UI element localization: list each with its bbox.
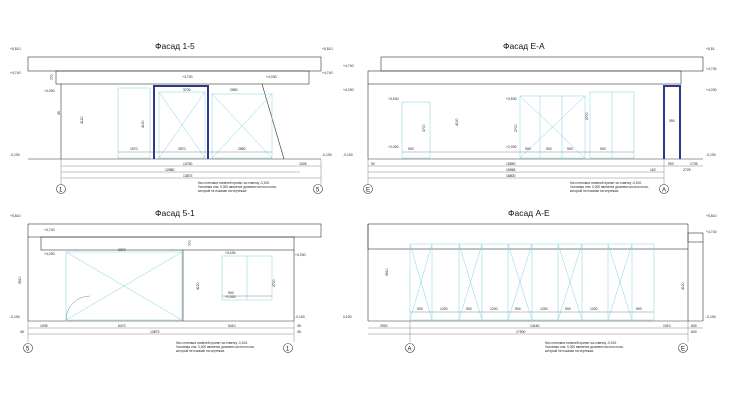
drawing-note: Низ стеновых панелей принят за отметку -0,100. Условная отм. 0,000 является уровнем чистого пола, который не показан на чертежах. bbox=[176, 341, 255, 353]
dimension-label: -0,100 bbox=[706, 315, 716, 319]
dimension-label: 0,100 bbox=[343, 315, 352, 319]
dimension-label: 2725 bbox=[683, 168, 691, 172]
dimension-label: 900 bbox=[228, 291, 234, 295]
dimension-label: Е bbox=[681, 346, 686, 353]
dimension-label: 13150 bbox=[530, 324, 540, 328]
dimension-label: 13873 bbox=[183, 174, 193, 178]
drawing-note: Низ стеновых панелей принят за отметку -0,100. Условная отм. 0,000 является уровнем чистого пола, который не показан на чертежах. bbox=[545, 341, 624, 353]
dimension-label: +5,510 bbox=[10, 214, 21, 218]
dimension-label: 900 bbox=[408, 147, 414, 151]
dimension-label: 1705 bbox=[690, 162, 698, 166]
facade-title: Фасад А-Е bbox=[508, 208, 550, 218]
dimension-label: 2700 bbox=[514, 124, 518, 132]
facade-e-a bbox=[343, 41, 717, 203]
dimension-label: 45 bbox=[57, 111, 61, 115]
dimension-label: -0,100 bbox=[706, 153, 716, 157]
dimension-label: 900 bbox=[546, 147, 552, 151]
dimension-label: +3,700 bbox=[182, 75, 193, 79]
dimension-label: +4,740 bbox=[10, 71, 21, 75]
dimension-label: -0,100 bbox=[10, 315, 20, 319]
facade-title: Фасад Е-А bbox=[503, 41, 545, 51]
dimension-label: +3,430 bbox=[225, 251, 236, 255]
dimension-label: 900 bbox=[567, 147, 573, 151]
dimension-label: 2870 bbox=[178, 147, 186, 151]
facade-5-1 bbox=[10, 208, 321, 363]
dimension-label: 4120 bbox=[80, 116, 84, 124]
dimension-label: +4,030 bbox=[266, 75, 277, 79]
dimension-label: 770 bbox=[188, 240, 192, 246]
roof-fascia bbox=[41, 237, 294, 250]
facade-a-e bbox=[343, 208, 717, 363]
dimension-label: 1005 bbox=[299, 162, 307, 166]
dimension-label: +4,740 bbox=[322, 71, 333, 75]
drawing-line bbox=[688, 233, 703, 242]
dimension-label: +4,740 bbox=[44, 228, 55, 232]
dimension-label: +3,530 bbox=[388, 97, 399, 101]
dimension-label: 4120 bbox=[141, 120, 145, 128]
dimension-label: 3700 bbox=[422, 124, 426, 132]
dimension-label: 5 bbox=[26, 346, 30, 353]
dimension-label: +2,000 bbox=[388, 145, 399, 149]
dimension-label: +4,030 bbox=[343, 88, 354, 92]
dimension-label: 840 bbox=[691, 330, 697, 334]
dimension-label: 1010 bbox=[663, 324, 671, 328]
dimension-label: -0,100 bbox=[295, 315, 305, 319]
dimension-label: 900 bbox=[565, 307, 571, 311]
dimension-label: 1200 bbox=[490, 307, 498, 311]
dimension-label: 2850 bbox=[230, 88, 238, 92]
dimension-label: 1200 bbox=[440, 307, 448, 311]
roof-parapet bbox=[381, 57, 703, 71]
dimension-label: 1 bbox=[286, 346, 290, 353]
dimension-label: +4,740 bbox=[706, 67, 717, 71]
dimension-label: +4,030 bbox=[295, 253, 306, 257]
dimension-label: +5,510 bbox=[322, 47, 333, 51]
dimension-label: -0,100 bbox=[322, 153, 332, 157]
dimension-label: 1200 bbox=[590, 307, 598, 311]
dimension-label: 5610 bbox=[385, 268, 389, 276]
dimension-label: 3370 bbox=[118, 248, 126, 252]
drawing-note: Низ стеновых панелей принят за отметку -0,100. Условная отм. 0,000 является уровнем чистого пола, который не показан на чертежах. bbox=[570, 181, 649, 193]
dimension-label: 5610 bbox=[18, 276, 22, 284]
dimension-label: +5,51 bbox=[706, 47, 715, 51]
dimension-label: Е bbox=[366, 187, 371, 194]
dimension-label: 45 bbox=[297, 330, 301, 334]
dimension-label: +4,030 bbox=[44, 89, 55, 93]
dimension-label: 1005 bbox=[40, 324, 48, 328]
dimension-label: 1200 bbox=[540, 307, 548, 311]
dimension-label: 950 bbox=[669, 119, 675, 123]
dimension-label: -0,100 bbox=[343, 153, 353, 157]
dimension-label: +4,740 bbox=[706, 230, 717, 234]
dimension-label: 2700 bbox=[272, 279, 276, 287]
dimension-label: 900 bbox=[417, 307, 423, 311]
roof-parapet bbox=[28, 224, 321, 237]
facade-1-5 bbox=[10, 41, 333, 203]
dimension-label: +5,510 bbox=[10, 47, 21, 51]
dimension-label: 50 bbox=[371, 162, 375, 166]
dimension-label: 770 bbox=[50, 74, 54, 80]
roof-parapet bbox=[368, 224, 688, 249]
dimension-label: 5 bbox=[316, 187, 320, 194]
dimension-label: 3700 bbox=[183, 88, 191, 92]
dimension-label: 2850 bbox=[238, 147, 246, 151]
dimension-label: 162 bbox=[650, 168, 656, 172]
dimension-label: 4120 bbox=[681, 282, 685, 290]
dimension-label: 6470 bbox=[118, 324, 126, 328]
dimension-label: +4,030 bbox=[44, 252, 55, 256]
dimension-label: 17900 bbox=[516, 330, 526, 334]
dimension-label: 1 bbox=[59, 187, 63, 194]
dimension-label: 12880 bbox=[165, 168, 175, 172]
roof-fascia bbox=[368, 71, 681, 84]
dimension-label: 2700 bbox=[585, 112, 589, 120]
dimension-label: 5410 bbox=[228, 324, 236, 328]
dimension-label: 45 bbox=[20, 330, 24, 334]
dimension-label: +2,000 bbox=[225, 295, 236, 299]
dimension-label: А bbox=[407, 346, 412, 353]
dimension-label: 1970 bbox=[130, 147, 138, 151]
dimension-label: +4,740 bbox=[343, 64, 354, 68]
dimension-label: 900 bbox=[668, 162, 674, 166]
dimension-label: 900 bbox=[600, 147, 606, 151]
dimension-label: 900 bbox=[466, 307, 472, 311]
dimension-label: 900 bbox=[515, 307, 521, 311]
dimension-label: 840 bbox=[691, 324, 697, 328]
dimension-label: 45 bbox=[297, 324, 301, 328]
facade-title: Фасад 1-5 bbox=[155, 41, 195, 51]
facade-title: Фасад 5-1 bbox=[155, 208, 195, 218]
roof-parapet bbox=[28, 57, 321, 71]
dimension-label: +5,510 bbox=[706, 214, 717, 218]
dimension-label: 15965 bbox=[506, 168, 516, 172]
dimension-label: 4120 bbox=[196, 282, 200, 290]
dimension-label: 900 bbox=[525, 147, 531, 151]
dimension-label: 900 bbox=[636, 307, 642, 311]
dimension-label: +2,000 bbox=[506, 145, 517, 149]
dimension-label: А bbox=[662, 187, 667, 194]
dimension-label: 4120 bbox=[455, 118, 459, 126]
dimension-label: 18800 bbox=[506, 174, 516, 178]
dimension-label: +3,530 bbox=[506, 97, 517, 101]
dimension-label: 13873 bbox=[150, 330, 160, 334]
dimension-label: +4,030 bbox=[706, 88, 717, 92]
dimension-label: 2900 bbox=[380, 324, 388, 328]
dimension-label: 15850 bbox=[506, 162, 516, 166]
drawing-note: Низ стеновых панелей принят за отметку -0,100. Условная отм. 0,000 является уровнем чистого пола, который не показан на чертежах. bbox=[198, 181, 277, 193]
drawing-line bbox=[262, 84, 284, 159]
dimension-label: -0,100 bbox=[10, 153, 20, 157]
dimension-label: 13780 bbox=[183, 162, 193, 166]
